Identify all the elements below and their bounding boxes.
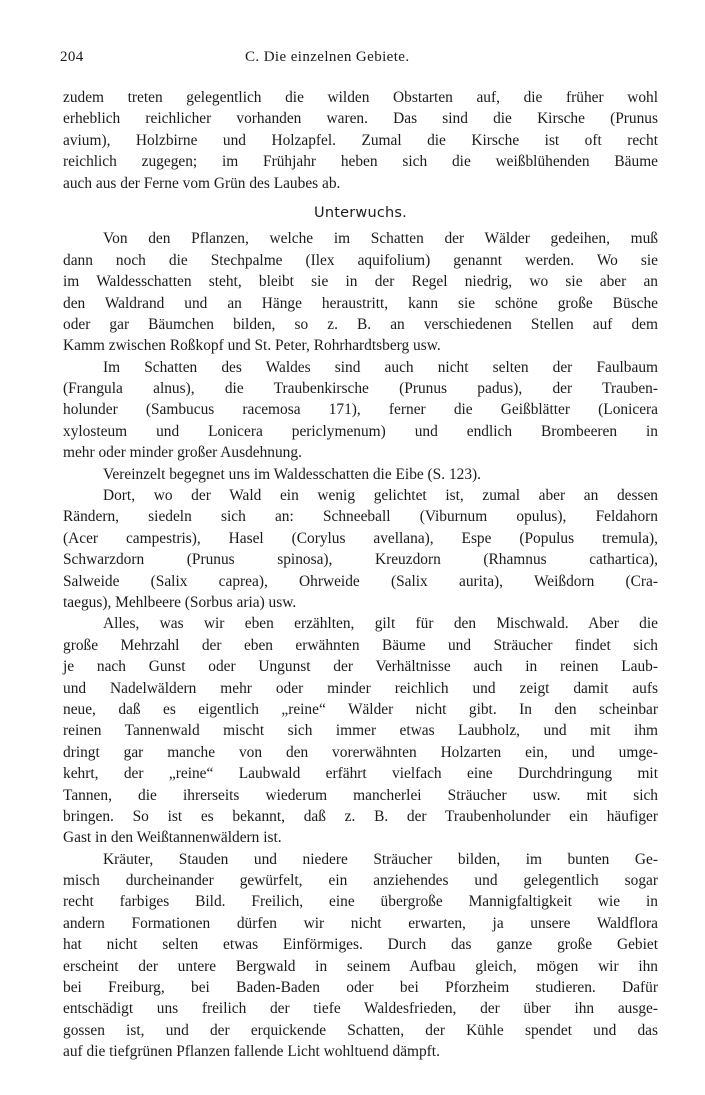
section-heading: Unterwuchs.: [314, 204, 407, 221]
text-line: hat nicht selten etwas Einförmiges. Durch das ganze große Gebiet: [63, 936, 658, 954]
text-line: und Nadelwäldern mehr oder minder reichlich und zeigt damit aufs: [63, 679, 658, 697]
text-line: je nach Gunst oder Ungunst der Verhältnisse auch in reinen Laub-: [63, 658, 658, 676]
text-line: erheblich reichlicher vorhanden waren. Das sind die Kirsche (Prunus: [63, 110, 658, 128]
paragraph-obstarten: [63, 87, 658, 194]
text-line: Von den Pflanzen, welche im Schatten der Wälder gedeihen, muß: [103, 230, 658, 248]
text-line: reinen Tannenwald mischt sich immer etwas Laubholz, und mit ihm: [63, 722, 658, 740]
text-line: holunder (Sambucus racemosa 171), ferner die Geißblätter (Lonicera: [63, 401, 658, 419]
paragraph-waldrand: [63, 485, 658, 613]
paragraph-eibe: [63, 464, 658, 485]
running-head: C. Die einzelnen Gebiete.: [245, 49, 410, 65]
text-line: recht farbiges Bild. Freilich, eine übergroße Mannigfaltigkeit wie in: [63, 893, 658, 911]
text-line: auch aus der Ferne vom Grün des Laubes ab.: [63, 174, 341, 192]
text-line: Dort, wo der Wald ein wenig gelichtet ist, zumal aber an dessen: [103, 487, 658, 505]
text-line: Tannen, die ihrerseits wiederum mancherlei Sträucher usw. mit sich: [63, 786, 658, 804]
text-line: Gast in den Weißtannenwäldern ist.: [63, 829, 282, 847]
text-line: kehrt, der „reine“ Laubwald erfährt vielfach eine Durchdringung mit: [63, 765, 658, 783]
text-line: neue, daß es eigentlich „reine“ Wälder nicht gibt. In den scheinbar: [63, 700, 658, 718]
text-line: Kräuter, Stauden und niedere Sträucher bilden, im bunten Ge-: [103, 850, 658, 868]
text-line: andern Formationen dürfen wir nicht erwarten, ja unsere Waldflora: [63, 914, 658, 932]
text-line: zudem treten gelegentlich die wilden Obstarten auf, die früher wohl: [63, 89, 658, 106]
text-line: (Frangula alnus), die Traubenkirsche (Prunus padus), der Trauben-: [63, 380, 658, 398]
text-line: dann noch die Stechpalme (Ilex aquifolium) genannt werden. Wo sie: [63, 251, 658, 269]
text-line: im Waldesschatten steht, bleibt sie in der Regel niedrig, wo sie aber an: [63, 273, 658, 291]
text-line: oder gar Bäumchen bilden, so z. B. an verschiedenen Stellen auf dem: [63, 315, 658, 333]
text-line: dringt gar manche von den vorerwähnten Holzarten ein, und umge-: [63, 743, 658, 761]
text-line: Rändern, siedeln sich an: Schneeball (Viburnum opulus), Feldahorn: [63, 508, 658, 526]
text-line: gossen ist, und der erquickende Schatten, der Kühle spendet und das: [63, 1021, 658, 1039]
text-line: avium), Holzbirne und Holzapfel. Zumal die Kirsche ist oft recht: [63, 131, 658, 149]
text-line: xylosteum und Lonicera periclymenum) und endlich Brombeeren in: [63, 422, 658, 440]
text-line: den Waldrand und an Hänge heraustritt, kann sie schöne große Büsche: [63, 294, 658, 312]
text-line: mehr oder minder großer Ausdehnung.: [63, 444, 302, 462]
text-line: Salweide (Salix caprea), Ohrweide (Salix aurita), Weißdorn (Cra-: [63, 572, 658, 590]
text-line: Kamm zwischen Roßkopf und St. Peter, Rohrhardtsberg usw.: [63, 337, 441, 355]
page-header: [60, 49, 660, 71]
text-line: Im Schatten des Waldes sind auch nicht selten der Faulbaum: [103, 358, 658, 376]
paragraph-stechpalme: [63, 228, 658, 356]
paragraph-kraeuter: [63, 849, 658, 1063]
text-line: (Acer campestris), Hasel (Corylus avellana), Espe (Populus tremula),: [63, 529, 658, 547]
paragraph-mischwald: [63, 613, 658, 848]
page-body: [63, 87, 658, 1063]
text-line: bringen. So ist es bekannt, daß z. B. der Traubenholunder ein häufiger: [63, 807, 658, 825]
text-line: erscheint der untere Bergwald in seinem Aufbau gleich, mögen wir ihn: [63, 957, 658, 975]
paragraph-faulbaum: [63, 357, 658, 464]
text-line: bei Freiburg, bei Baden-Baden oder bei Pforzheim studieren. Dafür: [63, 979, 658, 997]
text-line: misch durcheinander gewürfelt, ein anziehendes und gelegentlich sogar: [63, 872, 658, 890]
text-line: Vereinzelt begegnet uns im Waldesschatten die Eibe (S. 123).: [103, 465, 482, 483]
text-line: auf die tiefgrünen Pflanzen fallende Licht wohltuend dämpft.: [63, 1043, 440, 1061]
text-line: entschädigt uns freilich der tiefe Waldesfrieden, der über ihn ausge-: [63, 1000, 658, 1018]
text-line: taegus), Mehlbeere (Sorbus aria) usw.: [63, 593, 297, 611]
text-line: reichlich zugegen; im Frühjahr heben sich die weißblühenden Bäume: [63, 153, 658, 171]
text-line: Alles, was wir eben erzählten, gilt für den Mischwald. Aber die: [103, 615, 658, 633]
text-line: Schwarzdorn (Prunus spinosa), Kreuzdorn (Rhamnus cathartica),: [63, 551, 658, 569]
text-line: große Mehrzahl der eben erwähnten Bäume und Sträucher findet sich: [63, 636, 658, 654]
page-number: 204: [60, 49, 84, 65]
